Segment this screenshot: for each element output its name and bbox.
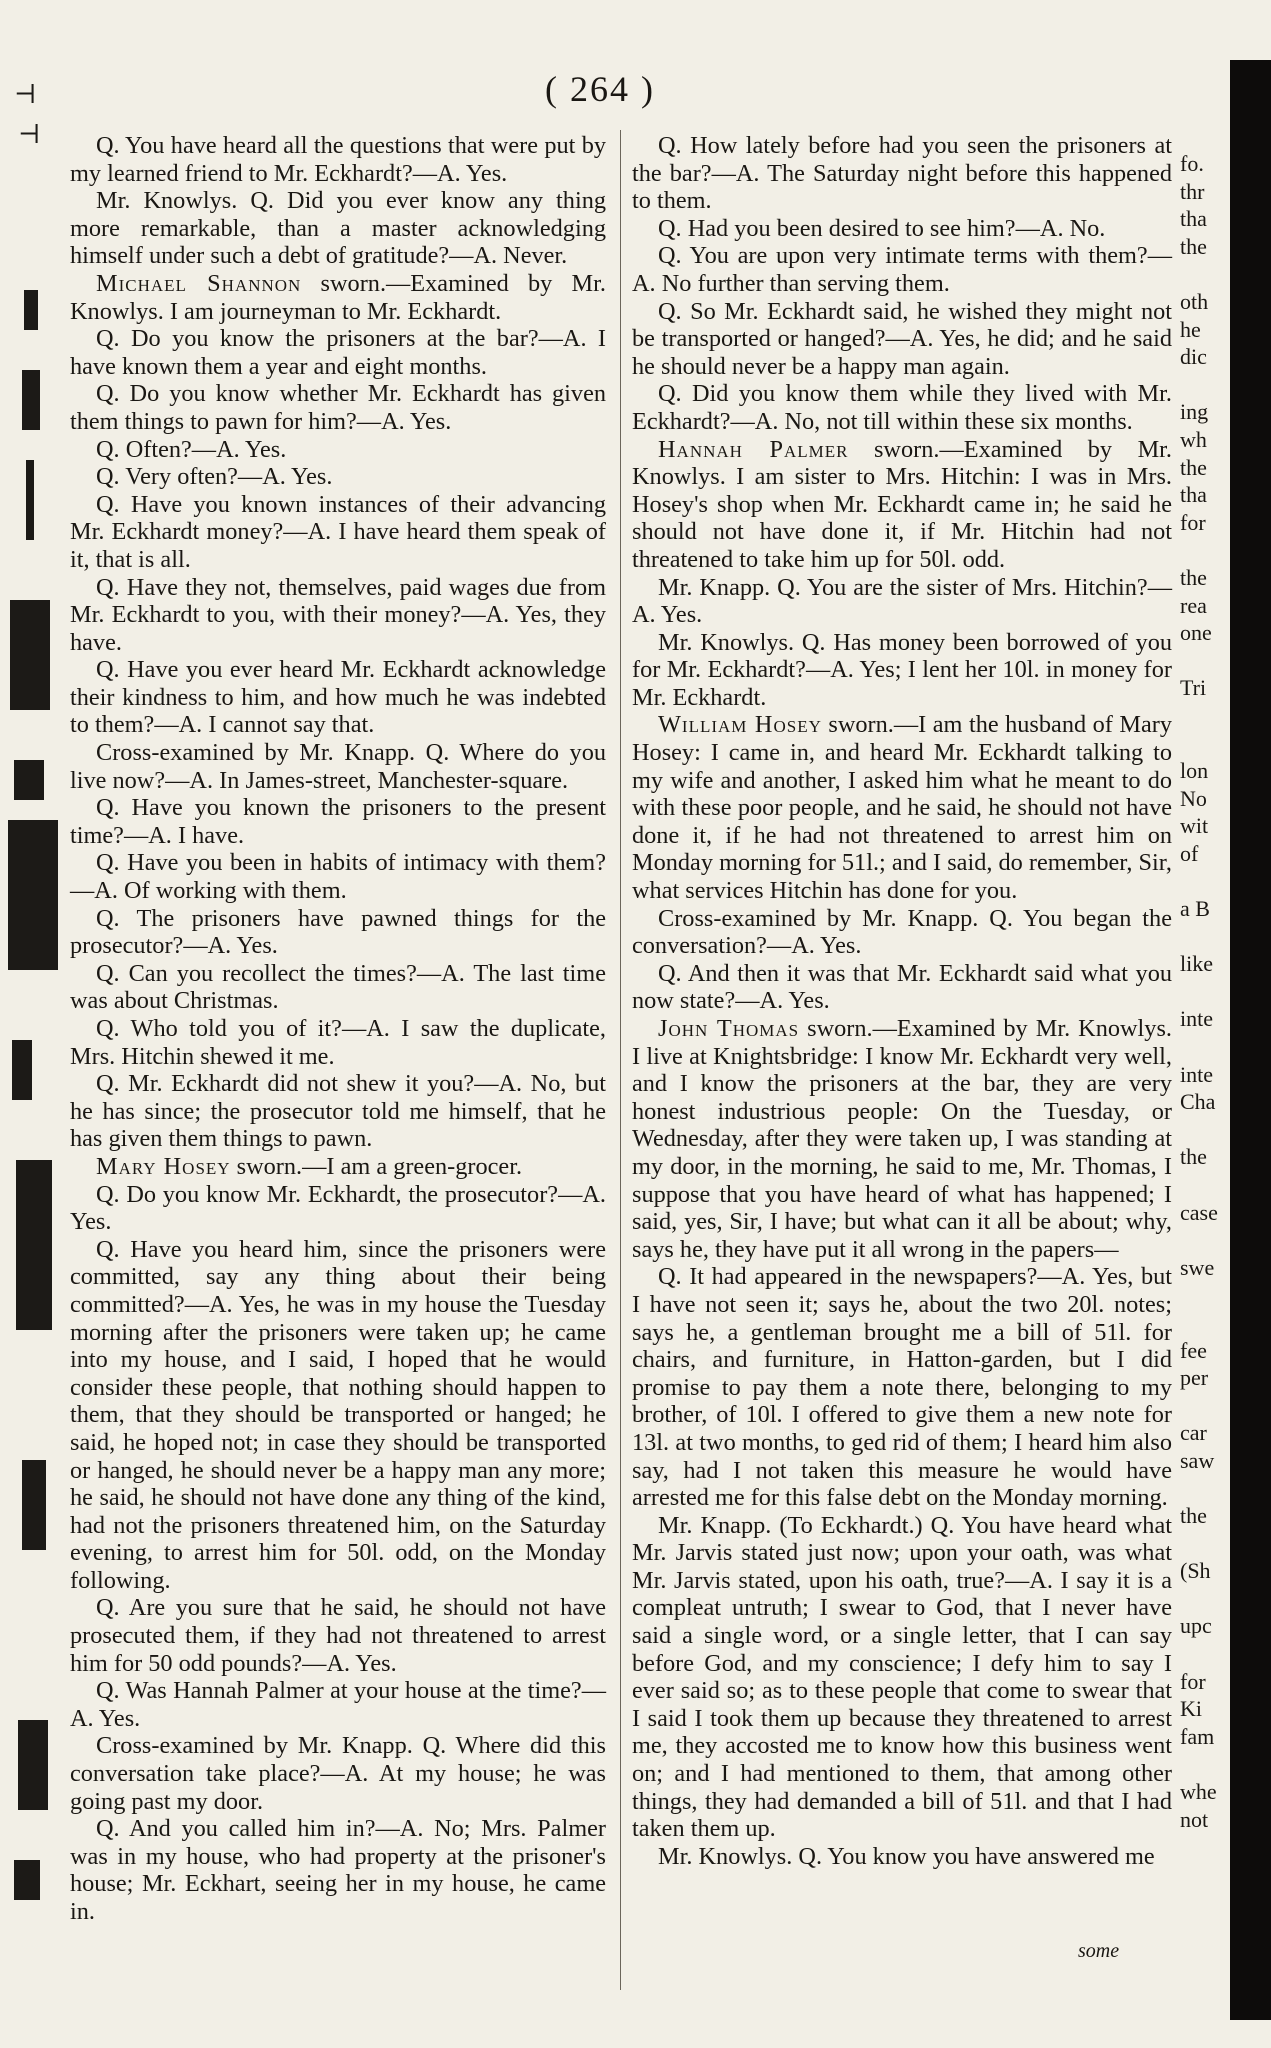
page-number: ( 264 ) xyxy=(545,69,655,109)
margin-mark xyxy=(8,820,58,970)
margin-fragment: car xyxy=(1180,1420,1207,1446)
testimony-paragraph: Q. Very often?—A. Yes. xyxy=(96,463,333,491)
margin-fragment: rea xyxy=(1180,592,1207,618)
margin-fragment: the xyxy=(1180,233,1207,259)
margin-fragment: one xyxy=(1180,620,1212,646)
margin-fragment xyxy=(1180,1392,1228,1420)
testimony-paragraph: Q. Was Hannah Palmer at your house at the time?—A. Yes. xyxy=(70,1677,606,1732)
margin-mark xyxy=(10,600,50,710)
catchword: some xyxy=(1078,1940,1120,1962)
margin-fragment: for xyxy=(1180,1668,1206,1694)
margin-fragment xyxy=(1180,923,1228,951)
testimony-paragraph: Q. Have you been in habits of intimacy with them?—A. Of working with them. xyxy=(70,849,606,905)
column-divider xyxy=(620,130,621,1990)
testimony-paragraph: Q. It had appeared in the newspapers?—A. Yes, but I have not seen it; says he, about the two 20l. notes; says he, a gentleman brought me a bill of 51l. for chairs, and furniture, in Hatton-garden, but I did promise to pay them a note there, belonging to my brother, of 10l. I offered to give them a new note for 13l. at two months, to ged rid of them; I heard him also say, had I not taken this measure he would have arrested me for this false debt on the Monday morning. xyxy=(632,1263,1172,1512)
margin-mark xyxy=(24,290,38,330)
margin-mark xyxy=(22,1460,46,1550)
margin-fragment xyxy=(1180,1116,1228,1144)
adjacent-page-fragments xyxy=(1180,150,1228,1833)
testimony-paragraph: Q. Had you been desired to see him?—A. No. xyxy=(658,214,1106,242)
testimony-paragraph: Q. Have you known the prisoners to the present time?—A. I have. xyxy=(70,794,606,849)
margin-fragment: whe xyxy=(1180,1779,1217,1805)
margin-fragment xyxy=(1180,1640,1228,1668)
testimony-paragraph: Q. Did you know them while they lived with Mr. Eckhardt?—A. No, not till within these six months. xyxy=(632,380,1172,435)
testimony-paragraph: Q. So Mr. Eckhardt said, he wished they might not be transported or hanged?—A. Yes, he did; and he said he should never be a happy man again. xyxy=(632,297,1172,380)
margin-fragment xyxy=(1180,1171,1228,1199)
margin-fragment: the xyxy=(1180,1144,1207,1170)
testimony-paragraph: Mr. Knapp. Q. You are the sister of Mrs. Hitchin?—A. Yes. xyxy=(632,573,1172,629)
margin-fragment: wit xyxy=(1180,813,1209,839)
margin-fragment: not xyxy=(1180,1806,1209,1832)
margin-fragment: wh xyxy=(1180,426,1207,452)
margin-mark xyxy=(18,1720,48,1810)
margin-fragment: inte xyxy=(1180,1006,1213,1032)
testimony-paragraph: Q. Have they not, themselves, paid wages due from Mr. Eckhardt to you, with their money?—A. Yes, they have. xyxy=(70,573,606,656)
margin-fragment xyxy=(1180,260,1228,288)
testimony-paragraph: Q. Do you know whether Mr. Eckhardt has given them things to pawn for him?—A. Yes. xyxy=(70,380,606,435)
witness-name: Mary Hosey xyxy=(96,1152,231,1180)
testimony-paragraph: Q. And then it was that Mr. Eckhardt said what you now state?—A. Yes. xyxy=(632,959,1172,1015)
margin-mark xyxy=(14,760,44,800)
margin-fragment: the xyxy=(1180,1503,1207,1529)
testimony-paragraph: Q. Can you recollect the times?—A. The last time was about Christmas. xyxy=(70,959,606,1015)
testimony-paragraph: Q. And you called him in?—A. No; Mrs. Palmer was in my house, who had property at the prisoner's house; Mr. Eckhart, seeing her in my house, he came in. xyxy=(70,1815,606,1925)
testimony-paragraph: Q. Have you ever heard Mr. Eckhardt acknowledge their kindness to him, and how much he was indebted to them?—A. I cannot say that. xyxy=(70,656,606,739)
testimony-paragraph: Cross-examined by Mr. Knapp. Q. Where do you live now?—A. In James-street, Manchester-square. xyxy=(70,739,606,794)
margin-fragment xyxy=(1180,371,1228,399)
margin-fragment: the xyxy=(1180,454,1207,480)
margin-fragment: for xyxy=(1180,509,1206,535)
margin-fragment: saw xyxy=(1180,1447,1215,1473)
witness-entry xyxy=(70,270,606,325)
margin-fragment: tha xyxy=(1180,206,1207,232)
margin-mark: ⊣ xyxy=(14,80,37,109)
testimony-paragraph: Mr. Knowlys. Q. Did you ever know any thing more remarkable, than a master acknowledging himself under such a debt of gratitude?—A. Never. xyxy=(70,187,606,270)
margin-fragment xyxy=(1180,867,1228,895)
margin-fragment xyxy=(1180,1309,1228,1337)
right-column xyxy=(632,132,1172,1870)
witness-entry xyxy=(632,1015,1172,1263)
margin-fragment: oth xyxy=(1180,288,1209,314)
margin-fragment: the xyxy=(1180,564,1207,590)
testimony-paragraph: Q. Have you known instances of their advancing Mr. Eckhardt money?—A. I have heard them speak of it, that is all. xyxy=(70,490,606,573)
margin-fragment: ing xyxy=(1180,399,1209,425)
testimony-paragraph: Q. The prisoners have pawned things for the prosecutor?—A. Yes. xyxy=(70,904,606,960)
testimony-paragraph: Q. How lately before had you seen the prisoners at the bar?—A. The Saturday night before this happened to them. xyxy=(632,132,1172,215)
testimony-paragraph: Q. Do you know the prisoners at the bar?—A. I have known them a year and eight months. xyxy=(70,325,606,380)
testimony-paragraph: Q. You are upon very intimate terms with them?—A. No further than serving them. xyxy=(632,242,1172,297)
testimony-paragraph: Q. You have heard all the questions that were put by my learned friend to Mr. Eckhardt?—A. Yes. xyxy=(70,132,606,187)
margin-fragment: tha xyxy=(1180,482,1207,508)
margin-fragment: fo. xyxy=(1180,151,1204,176)
testimony-paragraph: Q. Mr. Eckhardt did not shew it you?—A. No, but he has since; the prosecutor told me himself, that he has given them things to pawn. xyxy=(70,1070,606,1153)
margin-fragment: Ki xyxy=(1180,1696,1202,1722)
margin-fragment xyxy=(1180,1033,1228,1061)
margin-mark xyxy=(14,1860,40,1900)
margin-fragment: thr xyxy=(1180,178,1205,204)
witness-statement: sworn.—I am the husband of Mary Hosey: I came in, and heard Mr. Eckhardt talking to my wife and another, I asked him what he meant to do with these poor people, and he said, he should not have done it, if he had not threatened to arrest him on Monday morning for 51l.; and I said, do remember, Sir, what services Hitchin has done for you. xyxy=(632,711,1172,905)
margin-fragment: case xyxy=(1180,1199,1218,1225)
margin-fragment xyxy=(1180,729,1228,757)
testimony-paragraph: Mr. Knowlys. Q. Has money been borrowed of you for Mr. Eckhardt?—A. Yes; I lent her 10l. in money for Mr. Eckhardt. xyxy=(632,628,1172,711)
witness-statement: sworn.—I am a green-grocer. xyxy=(230,1152,523,1180)
margin-fragment xyxy=(1180,1475,1228,1503)
margin-fragment: No xyxy=(1180,785,1207,811)
margin-mark: ⊣ xyxy=(18,120,41,149)
witness-entry xyxy=(632,436,1172,574)
testimony-paragraph: Mr. Knowlys. Q. You know you have answered me xyxy=(658,1842,1155,1870)
left-column xyxy=(70,132,606,1926)
margin-fragment: like xyxy=(1180,951,1213,977)
testimony-paragraph: Cross-examined by Mr. Knapp. Q. You began the conversation?—A. Yes. xyxy=(632,904,1172,960)
witness-statement: sworn.—Examined by Mr. Knowlys. I am sister to Mrs. Hitchin: I was in Mrs. Hosey's shop when Mr. Eckhardt came in; he said he should not have done it, if Mr. Hitchin had not threatened to take him up for 50l. odd. xyxy=(632,435,1172,573)
margin-fragment: fee xyxy=(1180,1337,1207,1363)
margin-fragment: dic xyxy=(1180,344,1207,370)
witness-entry xyxy=(70,1153,606,1181)
margin-fragment xyxy=(1180,1226,1228,1254)
margin-fragment: upc xyxy=(1180,1613,1212,1639)
margin-fragment xyxy=(1180,647,1228,675)
margin-fragment: a B xyxy=(1180,896,1210,922)
witness-name: William Hosey xyxy=(658,711,822,739)
scan-edge-right xyxy=(1230,60,1271,2020)
margin-fragment: of xyxy=(1180,840,1199,866)
testimony-paragraph: Mr. Knapp. (To Eckhardt.) Q. You have heard what Mr. Jarvis stated just now; upon your oath, was what Mr. Jarvis stated, upon his oath, true?—A. I say it is a compleat untruth; I swear to God, that I never have said a single word, or a single letter, that I can say before God, and my conscience; I defy him to say I ever said so; as to these people that come to swear that I said I took them up because they threatened to arrest me, they accosted me to know how this business went on; and I had mentioned to them, that among other things, they had demanded a bill of 51l. and that I had taken them up. xyxy=(632,1511,1172,1843)
margin-fragment xyxy=(1180,978,1228,1006)
witness-entry xyxy=(632,711,1172,904)
margin-fragment xyxy=(1180,536,1228,564)
margin-fragment: Tri xyxy=(1180,675,1207,701)
testimony-paragraph: Q. Who told you of it?—A. I saw the duplicate, Mrs. Hitchin shewed it me. xyxy=(70,1015,606,1070)
testimony-paragraph: Q. Have you heard him, since the prisoners were committed, say any thing about their being committed?—A. Yes, he was in my house the Tuesday morning after the prisoners were taken up; he came into my house, and I said, I hoped that he would consider these people, that nothing should happen to them, that they should be transported or hanged; he said, he hoped not; in case they should be transported or hanged, he should never be a happy man any more; he said, he should not have done any thing of the kind, had not the prisoners threatened him, on the Saturday evening, to arrest him for 50l. odd, on the Monday following. xyxy=(70,1235,606,1594)
margin-fragment: (Sh xyxy=(1180,1558,1211,1584)
margin-fragment: lon xyxy=(1180,758,1209,784)
margin-fragment: fam xyxy=(1180,1723,1215,1749)
testimony-paragraph: Q. Often?—A. Yes. xyxy=(96,435,287,463)
witness-statement: sworn.—Examined by Mr. Knowlys. I am journeyman to Mr. Eckhardt. xyxy=(70,269,606,325)
testimony-paragraph: Q. Are you sure that he said, he should not have prosecuted them, if they had not threatened to arrest him for 50 odd pounds?—A. Yes. xyxy=(70,1594,606,1677)
margin-fragment: Cha xyxy=(1180,1089,1216,1115)
margin-fragment xyxy=(1180,702,1228,730)
witness-name: Hannah Palmer xyxy=(658,435,849,463)
witness-name: John Thomas xyxy=(658,1015,800,1042)
margin-mark xyxy=(26,460,34,540)
margin-mark xyxy=(12,1040,32,1100)
witness-statement: sworn.—Examined by Mr. Knowlys. I live at Knightsbridge: I know Mr. Eckhardt very well, and I know the prisoners at the bar, they are very honest industrious people: On the Tuesday, or Wednesday, after they were taken up, I was standing at my door, in the morning, he said to me, Mr. Thomas, I suppose that you have heard of what has happened; I said, yes, Sir, I have; but what can it all be about; why, says he, they have put it all wrong in the papers— xyxy=(632,1015,1172,1263)
testimony-paragraph: Cross-examined by Mr. Knapp. Q. Where did this conversation take place?—A. At my house; he was going past my door. xyxy=(70,1732,606,1815)
margin-fragment xyxy=(1180,1281,1228,1309)
margin-fragment xyxy=(1180,1530,1228,1558)
testimony-paragraph: Q. Do you know Mr. Eckhardt, the prosecutor?—A. Yes. xyxy=(70,1180,606,1236)
margin-fragment: he xyxy=(1180,316,1201,342)
margin-fragment: swe xyxy=(1180,1254,1215,1280)
margin-fragment: per xyxy=(1180,1365,1209,1391)
scan-edge-left xyxy=(4,80,60,2020)
margin-fragment: inte xyxy=(1180,1061,1213,1087)
margin-mark xyxy=(22,370,40,430)
witness-name: Michael Shannon xyxy=(96,269,302,297)
margin-fragment xyxy=(1180,1750,1228,1778)
margin-mark xyxy=(16,1160,52,1330)
margin-fragment xyxy=(1180,1585,1228,1613)
